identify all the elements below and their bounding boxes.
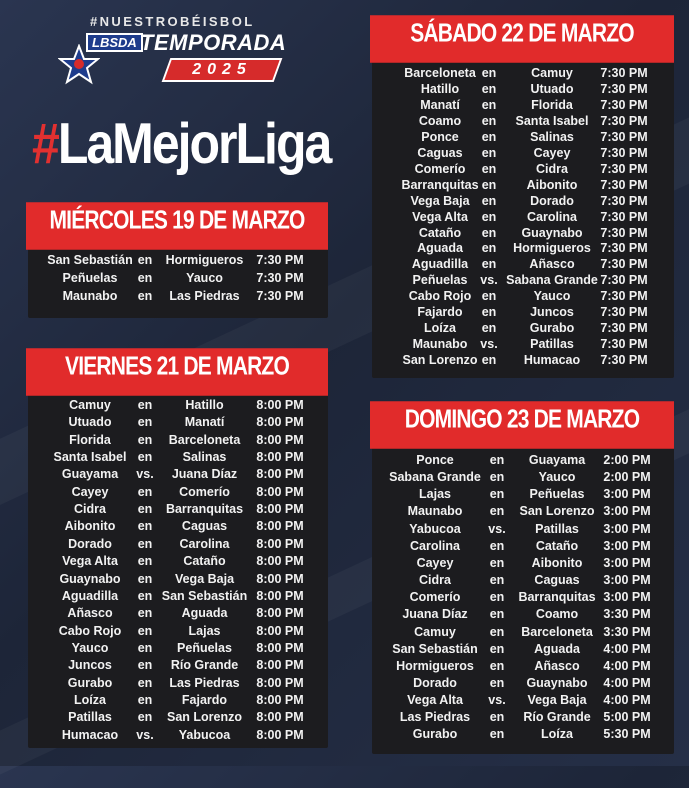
- game-row: [0, 469, 689, 486]
- team-home: Peñuelas: [412, 273, 468, 288]
- team-away: Dorado: [530, 193, 574, 208]
- game-time: 7:30 PM: [600, 177, 648, 192]
- team-home: Guayama: [61, 467, 119, 482]
- game-row: [0, 145, 689, 162]
- team-away: Aguada: [181, 606, 228, 621]
- game-row: [0, 320, 689, 337]
- team-home: Maunabo: [62, 289, 118, 303]
- game-time: 7:30 PM: [600, 305, 648, 320]
- game-time: 7:30 PM: [600, 241, 648, 256]
- game-time: 8:00 PM: [256, 432, 304, 447]
- game-separator: en: [489, 675, 505, 690]
- game-time: 2:00 PM: [603, 470, 651, 485]
- team-home: Patillas: [68, 710, 112, 725]
- team-home: Camuy: [69, 398, 111, 412]
- team-away: Juana Díaz: [171, 467, 238, 482]
- team-home: Barranquitas: [401, 177, 479, 192]
- team-away: Guaynabo: [526, 675, 588, 690]
- game-separator: en: [489, 453, 505, 467]
- team-home: Gurabo: [67, 675, 113, 690]
- game-separator: en: [137, 606, 153, 621]
- game-time: 2:00 PM: [603, 453, 651, 467]
- team-home: Cataño: [418, 225, 462, 240]
- team-home: Vega Alta: [412, 209, 468, 224]
- game-time: 3:00 PM: [603, 487, 651, 502]
- team-away: Coamo: [535, 607, 579, 622]
- team-home: Dorado: [68, 536, 112, 551]
- game-time: 3:30 PM: [603, 607, 651, 622]
- game-separator: en: [137, 415, 153, 430]
- game-separator: en: [489, 590, 505, 605]
- team-away: Gurabo: [529, 321, 575, 336]
- game-separator: vs.: [488, 693, 506, 708]
- team-away: Florida: [531, 97, 573, 112]
- team-away: Barranquitas: [518, 590, 596, 605]
- game-separator: en: [489, 538, 505, 553]
- team-home: Peñuelas: [62, 271, 118, 285]
- team-away: Loíza: [541, 727, 573, 742]
- team-away: Carolina: [179, 536, 230, 551]
- game-time: 8:00 PM: [256, 450, 304, 465]
- team-home: Aguadilla: [61, 588, 119, 603]
- team-away: Peñuelas: [177, 640, 232, 655]
- team-home: Vega Alta: [62, 554, 118, 569]
- game-separator: en: [481, 321, 497, 336]
- game-row: [0, 452, 689, 469]
- game-time: 4:00 PM: [603, 693, 651, 708]
- game-time: 7:30 PM: [256, 271, 304, 285]
- team-away: Fajardo: [181, 692, 228, 707]
- team-away: Vega Baja: [174, 571, 235, 586]
- game-separator: en: [137, 692, 153, 707]
- team-home: Hatillo: [420, 81, 460, 96]
- game-row: [0, 521, 689, 538]
- game-time: 8:00 PM: [256, 692, 304, 707]
- game-time: 3:00 PM: [603, 590, 651, 605]
- team-home: Santa Isabel: [53, 450, 127, 465]
- game-separator: en: [489, 555, 505, 570]
- team-away: Hormigueros: [513, 241, 591, 256]
- team-home: Barceloneta: [404, 66, 476, 80]
- game-separator: en: [489, 710, 505, 725]
- team-away: Utuado: [530, 81, 574, 96]
- team-away: Humacao: [523, 353, 581, 368]
- game-time: 7:30 PM: [600, 225, 648, 240]
- team-away: Peñuelas: [529, 487, 585, 502]
- team-away: Yauco: [538, 470, 576, 485]
- game-separator: en: [481, 225, 497, 240]
- game-separator: en: [481, 257, 497, 272]
- game-time: 3:00 PM: [603, 555, 651, 570]
- team-away: Salinas: [182, 450, 227, 465]
- season-year: 2025: [192, 61, 252, 78]
- game-time: 7:30 PM: [600, 337, 648, 352]
- team-away: Carolina: [526, 209, 577, 224]
- game-separator: en: [489, 573, 505, 588]
- game-time: 7:30 PM: [600, 129, 648, 144]
- team-away: Lajas: [188, 623, 221, 638]
- game-row: [0, 709, 689, 726]
- game-separator: vs.: [136, 727, 154, 742]
- game-row: [0, 161, 689, 178]
- game-time: 8:00 PM: [256, 398, 304, 412]
- team-away: San Lorenzo: [166, 710, 242, 725]
- game-separator: en: [137, 588, 153, 603]
- team-home: Maunabo: [412, 337, 468, 352]
- game-row: [0, 486, 689, 503]
- team-home: Caguas: [417, 145, 463, 160]
- game-separator: en: [481, 193, 497, 208]
- game-row: [0, 240, 689, 257]
- game-separator: vs.: [480, 337, 498, 352]
- team-home: Comerío: [414, 161, 466, 176]
- team-away: Vega Baja: [527, 693, 587, 708]
- team-away: Aibonito: [531, 555, 583, 570]
- game-row: [0, 658, 689, 675]
- game-separator: en: [481, 305, 497, 320]
- game-separator: en: [137, 536, 153, 551]
- game-separator: en: [481, 209, 497, 224]
- team-home: Las Piedras: [399, 710, 471, 725]
- team-away: Añasco: [529, 257, 575, 272]
- game-separator: en: [137, 640, 153, 655]
- team-away: Patillas: [530, 337, 574, 352]
- schedule-day-title: DOMINGO 23 DE MARZO: [370, 401, 674, 449]
- team-away: San Lorenzo: [519, 504, 595, 519]
- game-time: 8:00 PM: [256, 571, 304, 586]
- team-away: Río Grande: [170, 658, 239, 673]
- game-row: [0, 225, 689, 242]
- team-home: Yabucoa: [409, 521, 461, 536]
- game-separator: en: [481, 289, 497, 304]
- game-row: [0, 336, 689, 353]
- game-time: 7:30 PM: [600, 289, 648, 304]
- game-separator: en: [489, 607, 505, 622]
- team-away: Guayama: [528, 453, 586, 467]
- game-time: 8:00 PM: [256, 623, 304, 638]
- game-row: [0, 555, 689, 572]
- team-away: Juncos: [530, 305, 574, 320]
- team-home: Cayey: [71, 484, 109, 499]
- game-row: [0, 81, 689, 98]
- game-row: [0, 572, 689, 589]
- game-time: 8:00 PM: [256, 536, 304, 551]
- game-time: 8:00 PM: [256, 606, 304, 621]
- game-separator: vs.: [488, 521, 506, 536]
- schedule-day-title: MIÉRCOLES 19 DE MARZO: [26, 202, 328, 250]
- game-time: 3:30 PM: [603, 624, 651, 639]
- team-away: San Sebastián: [161, 588, 248, 603]
- team-home: Cidra: [419, 573, 451, 588]
- game-time: 4:00 PM: [603, 658, 651, 673]
- team-home: Aguada: [417, 241, 463, 256]
- game-separator: en: [489, 504, 505, 519]
- game-row: [0, 288, 689, 305]
- hashtag-top: #NUESTROBÉISBOL: [90, 14, 255, 29]
- game-separator: en: [481, 129, 497, 144]
- team-away: Río Grande: [523, 710, 591, 725]
- game-separator: en: [489, 641, 505, 656]
- team-away: Guaynabo: [521, 225, 583, 240]
- team-away: Caguas: [534, 573, 580, 588]
- game-row: [0, 503, 689, 520]
- game-time: 7:30 PM: [600, 113, 648, 128]
- team-away: Sabana Grande: [506, 273, 598, 288]
- team-away: Las Piedras: [169, 289, 240, 303]
- team-home: Ponce: [421, 129, 459, 144]
- game-time: 8:00 PM: [256, 519, 304, 534]
- team-home: Fajardo: [417, 305, 463, 320]
- team-away: Comerío: [179, 484, 230, 499]
- game-separator: en: [481, 241, 497, 256]
- team-home: Aibonito: [64, 519, 116, 534]
- game-time: 7:30 PM: [600, 353, 648, 368]
- team-home: Dorado: [413, 675, 457, 690]
- team-home: Humacao: [61, 727, 119, 742]
- game-separator: en: [481, 81, 497, 96]
- game-row: [0, 304, 689, 321]
- game-separator: en: [137, 450, 153, 465]
- team-home: Coamo: [418, 113, 462, 128]
- team-away: Hormigueros: [165, 253, 244, 267]
- game-time: 7:30 PM: [256, 289, 304, 303]
- game-separator: en: [137, 502, 153, 517]
- game-separator: en: [481, 97, 497, 112]
- team-away: Cidra: [536, 161, 568, 176]
- team-home: Comerío: [409, 590, 461, 605]
- game-time: 3:00 PM: [603, 573, 651, 588]
- game-time: 8:00 PM: [256, 658, 304, 673]
- game-row: [0, 352, 689, 369]
- game-time: 5:30 PM: [603, 727, 651, 742]
- team-away: Aibonito: [526, 177, 578, 192]
- game-separator: en: [481, 177, 497, 192]
- game-row: [0, 209, 689, 226]
- game-time: 8:00 PM: [256, 467, 304, 482]
- game-time: 7:30 PM: [600, 66, 648, 80]
- game-separator: en: [137, 623, 153, 638]
- team-home: Camuy: [414, 624, 456, 639]
- game-time: 7:30 PM: [600, 257, 648, 272]
- game-time: 8:00 PM: [256, 710, 304, 725]
- game-row: [0, 272, 689, 289]
- game-time: 8:00 PM: [256, 727, 304, 742]
- game-separator: en: [489, 727, 505, 742]
- game-row: [0, 641, 689, 658]
- game-separator: en: [481, 161, 497, 176]
- game-separator: en: [137, 271, 153, 285]
- game-separator: en: [137, 710, 153, 725]
- game-row: [0, 589, 689, 606]
- slogan-hash: #: [32, 111, 58, 176]
- game-row: [0, 65, 689, 82]
- team-away: Yabucoa: [178, 727, 231, 742]
- game-separator: en: [137, 432, 153, 447]
- team-home: Vega Baja: [410, 193, 470, 208]
- game-time: 5:00 PM: [603, 710, 651, 725]
- game-time: 8:00 PM: [256, 675, 304, 690]
- team-home: Gurabo: [412, 727, 458, 742]
- game-separator: en: [137, 289, 153, 303]
- game-separator: en: [489, 624, 505, 639]
- game-time: 7:30 PM: [600, 97, 648, 112]
- team-home: Sabana Grande: [389, 470, 481, 485]
- team-away: Cayey: [533, 145, 571, 160]
- team-home: Manatí: [420, 97, 460, 112]
- game-separator: en: [137, 675, 153, 690]
- game-time: 3:00 PM: [603, 538, 651, 553]
- team-away: Barranquitas: [165, 502, 244, 517]
- team-away: Barceloneta: [521, 624, 593, 639]
- game-separator: en: [137, 253, 153, 267]
- game-time: 7:30 PM: [600, 145, 648, 160]
- team-home: Lajas: [419, 487, 451, 502]
- game-row: [0, 177, 689, 194]
- team-home: Cabo Rojo: [408, 289, 472, 304]
- team-home: Carolina: [409, 538, 460, 553]
- team-home: Cabo Rojo: [58, 623, 122, 638]
- team-home: Ponce: [416, 453, 454, 467]
- team-home: San Lorenzo: [402, 353, 478, 368]
- team-away: Hatillo: [185, 398, 224, 412]
- game-row: [0, 692, 689, 709]
- game-separator: en: [137, 519, 153, 534]
- game-separator: vs.: [480, 273, 498, 288]
- game-time: 8:00 PM: [256, 640, 304, 655]
- game-separator: vs.: [136, 467, 154, 482]
- team-home: Juana Díaz: [402, 607, 468, 622]
- game-row: [0, 193, 689, 210]
- team-away: Salinas: [530, 129, 574, 144]
- game-separator: en: [137, 484, 153, 499]
- game-time: 7:30 PM: [600, 81, 648, 96]
- game-row: [0, 675, 689, 692]
- team-home: Guaynabo: [59, 571, 121, 586]
- team-home: Loíza: [424, 321, 456, 336]
- team-away: Cataño: [535, 538, 579, 553]
- team-home: Aguadilla: [411, 257, 469, 272]
- team-away: Cataño: [183, 554, 226, 569]
- game-separator: en: [481, 66, 497, 80]
- team-away: Añasco: [534, 658, 580, 673]
- team-home: Cayey: [416, 555, 454, 570]
- game-row: [0, 113, 689, 130]
- game-row: [0, 97, 689, 114]
- team-home: San Sebastián: [47, 253, 133, 267]
- game-separator: en: [489, 470, 505, 485]
- game-time: 7:30 PM: [600, 209, 648, 224]
- game-time: 8:00 PM: [256, 415, 304, 430]
- league-abbrev: LBSDA: [86, 33, 143, 52]
- game-separator: en: [481, 353, 497, 368]
- team-away: Manatí: [184, 415, 225, 430]
- game-row: [0, 726, 689, 743]
- game-row: [0, 256, 689, 273]
- game-time: 4:00 PM: [603, 641, 651, 656]
- team-away: Caguas: [181, 519, 228, 534]
- game-separator: en: [481, 113, 497, 128]
- team-home: Loíza: [74, 692, 106, 707]
- team-home: San Sebastián: [392, 641, 478, 656]
- game-row: [0, 606, 689, 623]
- game-time: 4:00 PM: [603, 675, 651, 690]
- season-label: TEMPORADA: [140, 30, 287, 55]
- game-time: 8:00 PM: [256, 502, 304, 517]
- team-away: Yauco: [186, 271, 223, 285]
- game-separator: en: [137, 554, 153, 569]
- team-away: Yauco: [533, 289, 571, 304]
- game-time: 7:30 PM: [600, 321, 648, 336]
- game-row: [0, 624, 689, 641]
- game-separator: en: [137, 571, 153, 586]
- team-home: Maunabo: [407, 504, 463, 519]
- slogan-text: LaMejorLiga: [57, 111, 331, 176]
- team-home: Florida: [69, 432, 111, 447]
- game-separator: en: [489, 658, 505, 673]
- team-home: Cidra: [74, 502, 106, 517]
- game-separator: en: [489, 487, 505, 502]
- team-away: Las Piedras: [169, 675, 240, 690]
- team-away: Aguada: [534, 641, 580, 656]
- team-away: Camuy: [531, 66, 573, 80]
- team-home: Juncos: [68, 658, 112, 673]
- game-time: 3:00 PM: [603, 504, 651, 519]
- game-time: 8:00 PM: [256, 484, 304, 499]
- game-time: 3:00 PM: [603, 521, 651, 536]
- game-time: 8:00 PM: [256, 554, 304, 569]
- game-time: 7:30 PM: [256, 253, 304, 267]
- game-time: 8:00 PM: [256, 588, 304, 603]
- game-time: 7:30 PM: [600, 161, 648, 176]
- team-home: Utuado: [68, 415, 112, 430]
- game-time: 7:30 PM: [600, 273, 648, 288]
- game-time: 7:30 PM: [600, 193, 648, 208]
- game-separator: en: [481, 145, 497, 160]
- game-row: [0, 129, 689, 146]
- team-home: Hormigueros: [396, 658, 474, 673]
- team-away: Barceloneta: [168, 432, 241, 447]
- team-home: Yauco: [71, 640, 109, 655]
- team-away: Santa Isabel: [515, 113, 589, 128]
- team-home: Vega Alta: [407, 693, 463, 708]
- team-away: Patillas: [535, 521, 579, 536]
- team-home: Añasco: [67, 606, 113, 621]
- game-separator: en: [137, 398, 153, 412]
- game-separator: en: [137, 658, 153, 673]
- schedule-day-title: VIERNES 21 DE MARZO: [26, 348, 328, 396]
- game-row: [0, 538, 689, 555]
- schedule-day-title: SÁBADO 22 DE MARZO: [370, 15, 674, 63]
